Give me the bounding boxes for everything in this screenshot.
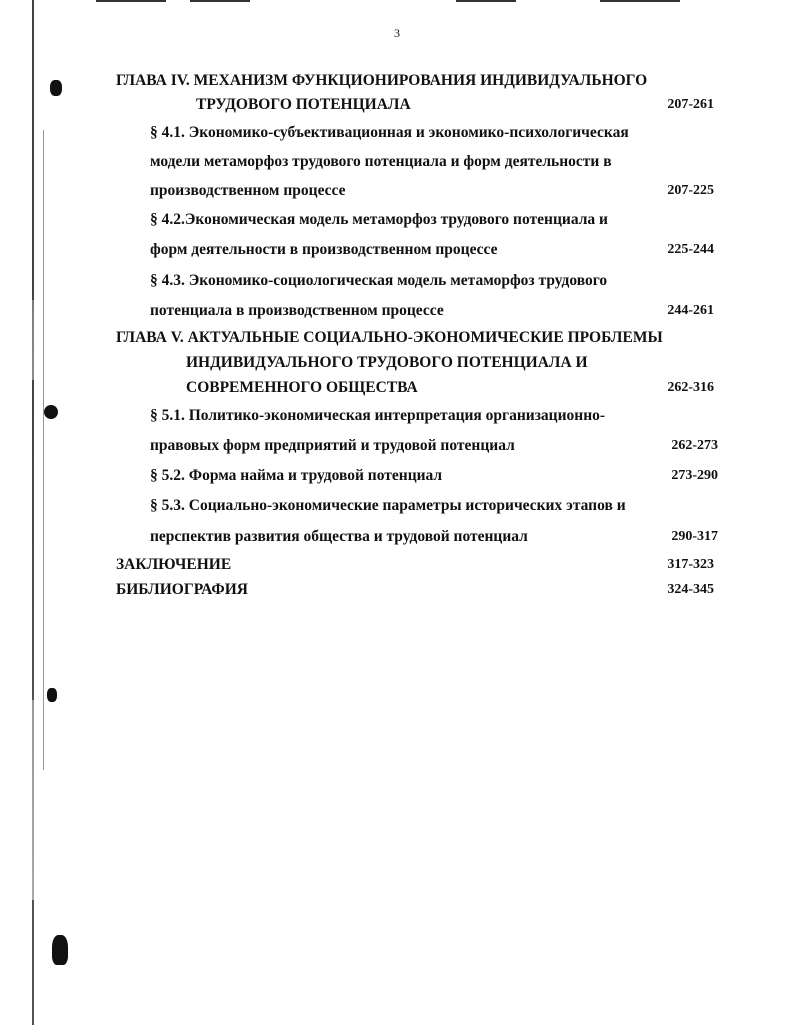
- chapter-5-pages: 262-316: [667, 380, 714, 395]
- section-5-1-title: § 5.1. Политико-экономическая интерпретация организационно-: [150, 407, 606, 424]
- section-4-1-title: § 4.1. Экономико-субъективационная и экономико-психологическая: [150, 124, 629, 141]
- scan-artifact: [47, 688, 57, 702]
- section-5-3-pages: 290-317: [671, 529, 718, 544]
- section-4-2-pages: 225-244: [667, 242, 714, 257]
- scan-edge: [43, 130, 44, 770]
- chapter-5-title: ГЛАВА V. АКТУАЛЬНЫЕ СОЦИАЛЬНО-ЭКОНОМИЧЕСКИЕ ПРОБЛЕМЫ: [116, 329, 663, 346]
- bibliography-pages: 324-345: [667, 582, 714, 597]
- section-4-1-title-cont: производственном процессе: [150, 182, 346, 199]
- scan-artifact: [52, 935, 68, 965]
- section-5-2-title: § 5.2. Форма найма и трудовой потенциал: [150, 467, 443, 484]
- page-number: 3: [394, 26, 400, 40]
- scan-artifact: [190, 0, 250, 2]
- section-5-1-pages: 262-273: [671, 438, 718, 453]
- scan-artifact: [44, 405, 58, 419]
- conclusion-title: ЗАКЛЮЧЕНИЕ: [116, 556, 232, 573]
- bibliography-title: БИБЛИОГРАФИЯ: [116, 581, 248, 598]
- scan-artifact: [456, 0, 516, 2]
- scan-edge: [32, 0, 34, 1025]
- section-5-1-title-cont: правовых форм предприятий и трудовой потенциал: [150, 437, 515, 454]
- section-4-3-title: § 4.3. Экономико-социологическая модель метаморфоз трудового: [150, 272, 608, 289]
- section-5-3-title-cont: перспектив развития общества и трудовой потенциал: [150, 528, 528, 545]
- scan-artifact: [96, 0, 166, 2]
- chapter-4-title-cont: ТРУДОВОГО ПОТЕНЦИАЛА: [196, 96, 411, 113]
- chapter-4-title: ГЛАВА IV. МЕХАНИЗМ ФУНКЦИОНИРОВАНИЯ ИНДИВИДУАЛЬНОГО: [116, 72, 648, 89]
- section-4-3-title-cont: потенциала в производственном процессе: [150, 302, 444, 319]
- chapter-5-title-cont: ИНДИВИДУАЛЬНОГО ТРУДОВОГО ПОТЕНЦИАЛА И: [186, 354, 588, 371]
- chapter-4-pages: 207-261: [667, 97, 714, 112]
- scan-artifact: [600, 0, 680, 2]
- section-5-3-title: § 5.3. Социально-экономические параметры исторических этапов и: [150, 497, 626, 514]
- section-4-3-pages: 244-261: [667, 303, 714, 318]
- conclusion-pages: 317-323: [667, 557, 714, 572]
- scan-artifact: [50, 80, 62, 96]
- section-4-2-title-cont: форм деятельности в производственном процессе: [150, 241, 498, 258]
- section-4-2-title: § 4.2.Экономическая модель метаморфоз трудового потенциала и: [150, 211, 608, 228]
- section-4-1-title-cont: модели метаморфоз трудового потенциала и форм деятельности в: [150, 153, 612, 170]
- section-4-1-pages: 207-225: [667, 183, 714, 198]
- chapter-5-title-cont: СОВРЕМЕННОГО ОБЩЕСТВА: [186, 379, 418, 396]
- section-5-2-pages: 273-290: [671, 468, 718, 483]
